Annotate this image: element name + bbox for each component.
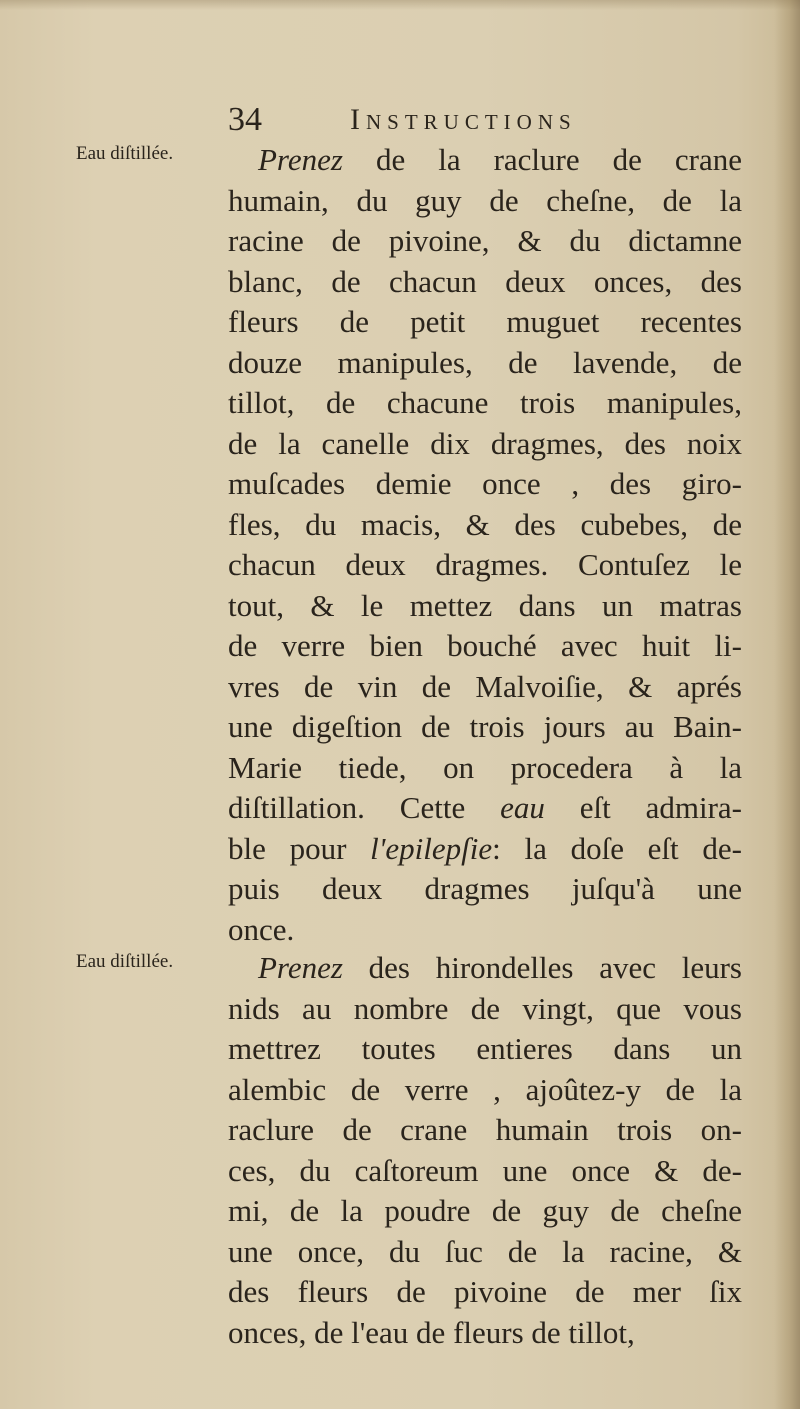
text-line — [228, 586, 742, 627]
line-text: muſcades demie once , des giro- — [228, 466, 742, 501]
text-line — [228, 140, 742, 181]
margin-note-1: Eau diſtillée. — [76, 143, 174, 164]
text-line — [228, 383, 742, 424]
paragraph-2 — [228, 948, 742, 1353]
text-line — [228, 948, 742, 989]
text-line — [228, 667, 742, 708]
text-line — [228, 1313, 742, 1354]
text-line — [228, 869, 742, 910]
margin-note-2: Eau diſtillée. — [76, 951, 174, 972]
italic-word: Prenez — [258, 950, 343, 985]
line-text: onces, de l'eau de fleurs de tillot, — [228, 1314, 635, 1350]
text-line — [228, 1029, 742, 1070]
page-number: 34 — [228, 101, 262, 138]
line-text: mettrez toutes entieres dans un — [228, 1031, 742, 1066]
text-line — [228, 464, 742, 505]
line-text: douze manipules, de lavende, de — [228, 344, 742, 380]
line-text: once. — [228, 911, 295, 947]
line-text: nids au nombre de vingt, que vous — [228, 990, 742, 1026]
text-line — [228, 626, 742, 667]
text-line — [228, 262, 742, 303]
line-text: des fleurs de pivoine de mer ſix — [228, 1274, 742, 1309]
text-line — [228, 545, 742, 586]
line-text-after: eſt admira- — [544, 790, 742, 825]
line-text: puis deux dragmes juſqu'à une — [228, 871, 742, 906]
text-line — [228, 788, 742, 829]
line-text: tillot, de chacune trois manipules, — [228, 385, 742, 420]
text-line — [228, 910, 742, 951]
line-text: Marie tiede, on procedera à la — [228, 749, 742, 785]
line-text: fleurs de petit muguet recentes — [228, 304, 742, 339]
line-text: ces, du caſtoreum une once & de- — [228, 1152, 742, 1188]
line-text: blanc, de chacun deux onces, des — [228, 263, 742, 299]
text-line — [228, 221, 742, 262]
text-line — [228, 748, 742, 789]
line-text: fles, du macis, & des cubebes, de — [228, 506, 742, 542]
text-line — [228, 1110, 742, 1151]
line-text: alembic de verre , ajoûtez-y de la — [228, 1071, 742, 1107]
text-line — [228, 989, 742, 1030]
line-text: vres de vin de Malvoiſie, & aprés — [228, 668, 742, 704]
text-line — [228, 707, 742, 748]
text-line — [228, 181, 742, 222]
line-text: chacun deux dragmes. Contuſez le — [228, 547, 742, 582]
text-line — [228, 343, 742, 384]
text-line — [228, 1191, 742, 1232]
line-text: de verre bien bouché avec huit li- — [228, 628, 742, 663]
text-line — [228, 829, 742, 870]
line-text: des hirondelles avec leurs — [342, 950, 742, 985]
line-text: une digeſtion de trois jours au Bain- — [228, 709, 742, 744]
italic-word: l'epilepſie — [370, 830, 493, 866]
italic-word: Prenez — [258, 142, 343, 177]
line-text: de la raclure de crane — [342, 142, 742, 177]
line-text: tout, & le mettez dans un matras — [228, 587, 742, 623]
paragraph-1 — [228, 140, 742, 950]
text-line — [228, 505, 742, 546]
line-text-after: : la doſe eſt de- — [492, 830, 742, 866]
line-text: une once, du ſuc de la racine, & — [228, 1233, 742, 1269]
text-line — [228, 1232, 742, 1273]
line-text: diſtillation. Cette — [228, 790, 501, 825]
text-line — [228, 424, 742, 465]
text-line — [228, 302, 742, 343]
line-text: humain, du guy de cheſne, de la — [228, 182, 742, 218]
page-header — [228, 100, 688, 140]
text-line — [228, 1151, 742, 1192]
text-line — [228, 1070, 742, 1111]
line-text: de la canelle dix dragmes, des noix — [228, 425, 742, 461]
running-head: Instructions — [350, 103, 577, 136]
page-binding-shadow — [774, 0, 800, 1409]
line-text: racine de pivoine, & du dictamne — [228, 223, 742, 258]
line-text: mi, de la poudre de guy de cheſne — [228, 1193, 742, 1228]
line-text: ble pour — [228, 830, 371, 866]
text-line — [228, 1272, 742, 1313]
line-text: raclure de crane humain trois on- — [228, 1112, 742, 1147]
italic-word: eau — [500, 790, 545, 825]
page-top-shadow — [0, 0, 800, 10]
